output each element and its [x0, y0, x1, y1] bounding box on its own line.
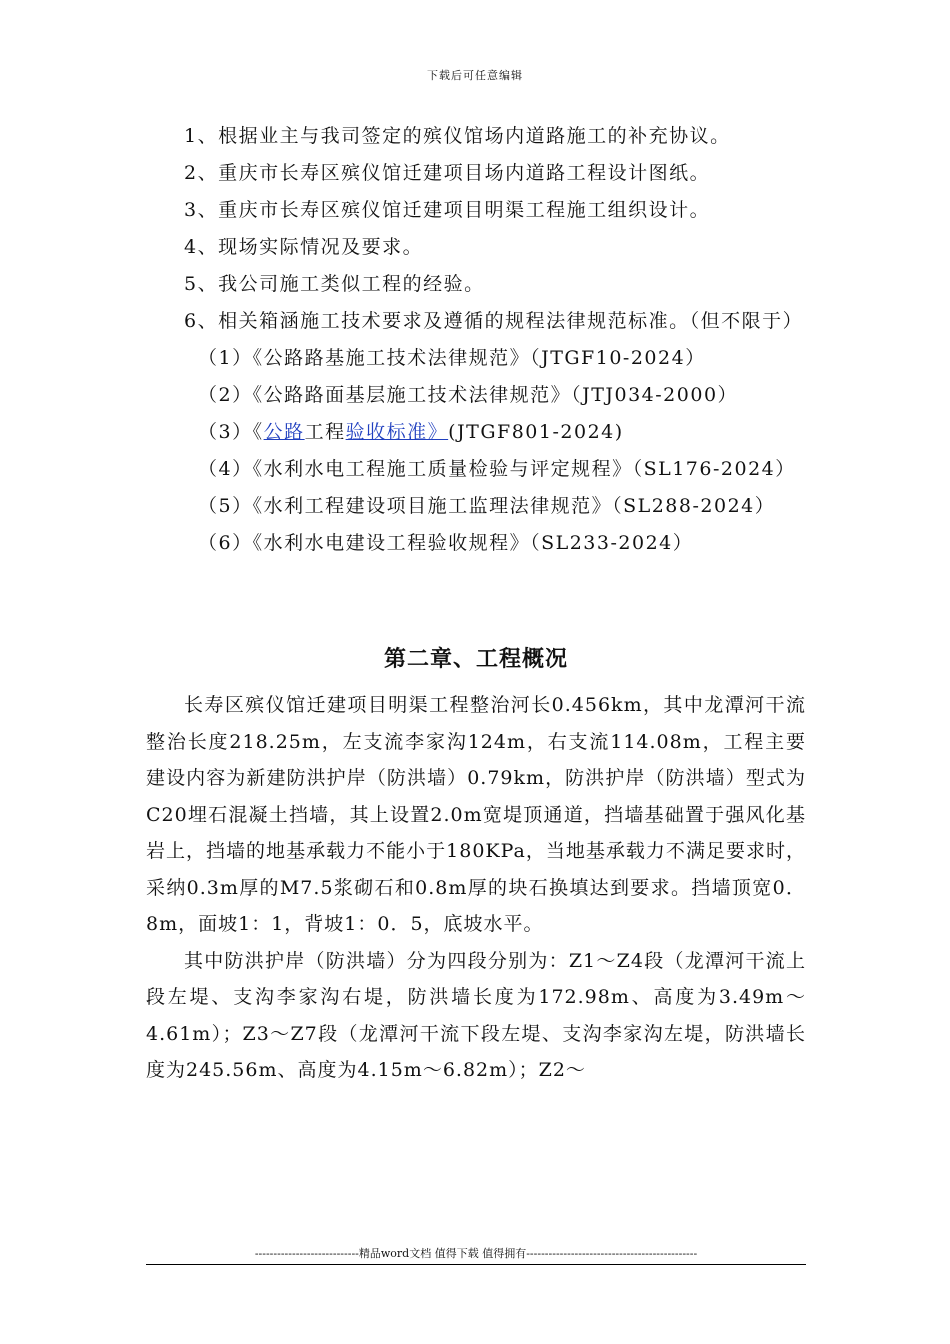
header-note: 下载后可任意编辑	[427, 69, 523, 82]
reference-list	[146, 340, 806, 562]
basis-item-5: 5、我公司施工类似工程的经验。	[184, 273, 485, 295]
title-spacer	[146, 673, 806, 687]
reference-3-link-road[interactable]: 公路	[263, 421, 305, 443]
basis-list	[146, 118, 806, 340]
reference-item-1: （1）《公路路基施工技术法律规范》（JTGF10-2024）	[198, 347, 706, 369]
basis-item-3: 3、重庆市长寿区殡仪馆迁建项目明渠工程施工组织设计。	[184, 199, 711, 221]
reference-3-link-standard[interactable]: 验收标准》	[345, 421, 449, 443]
reference-item-3	[146, 414, 806, 451]
overview-paragraph-2: 其中防洪护岸（防洪墙）分为四段分别为：Z1～Z4段（龙潭河干流上段左堤、支沟李家沟右堤，防洪墙长度为172.98m、高度为3.49m～4.61m）；Z3～Z7段（龙潭河干流下段左堤、支沟李家沟左堤，防洪墙长度为245.56m、高度为4.15m～6.82m）；Z2～	[146, 949, 806, 1081]
chapter-title: 第二章、工程概况	[383, 647, 568, 672]
basis-item-2: 2、重庆市长寿区殡仪馆迁建项目场内道路工程设计图纸。	[184, 162, 711, 184]
basis-item-1: 1、根据业主与我司签定的殡仪馆场内道路施工的补充协议。	[184, 125, 731, 147]
section-spacer	[146, 562, 806, 642]
reference-3-prefix: （3）《	[198, 421, 264, 443]
reference-3-mid: 工程	[304, 421, 346, 443]
reference-item-4: （4）《水利水电工程施工质量检验与评定规程》（SL176-2024）	[198, 458, 796, 480]
document-body	[146, 118, 806, 1089]
footer-rule	[146, 1264, 806, 1265]
reference-item-5: （5）《水利工程建设项目施工监理法律规范》（SL288-2024）	[198, 495, 776, 517]
footer-text: ----------------------------精品word文档 值得下载 值得拥有----------------------------------------------	[254, 1247, 698, 1260]
reference-3-suffix: (JTGF801-2024)	[448, 421, 624, 443]
reference-item-2: （2）《公路路面基层施工技术法律规范》（JTJ034-2000）	[198, 384, 739, 406]
reference-item-6: （6）《水利水电建设工程验收规程》（SL233-2024）	[198, 532, 694, 554]
overview-paragraph-1: 长寿区殡仪馆迁建项目明渠工程整治河长0.456km，其中龙潭河干流整治长度218.25m，左支流李家沟124m，右支流114.08m，工程主要建设内容为新建防洪护岸（防洪墙）0.79km，防洪护岸（防洪墙）型式为C20埋石混凝土挡墙，其上设置2.0m宽堤顶通道，挡墙基础置于强风化基岩上，挡墙的地基承载力不能小于180KPa，当地基承载力不满足要求时，采纳0.3m厚的M7.5浆砌石和0.8m厚的块石换填达到要求。挡墙顶宽0．8m，面坡1：1，背坡1：0．5，底坡水平。	[146, 694, 806, 935]
basis-item-6: 6、相关箱涵施工技术要求及遵循的规程法律规范标准。（但不限于）	[184, 310, 804, 332]
basis-item-4: 4、现场实际情况及要求。	[184, 236, 424, 258]
